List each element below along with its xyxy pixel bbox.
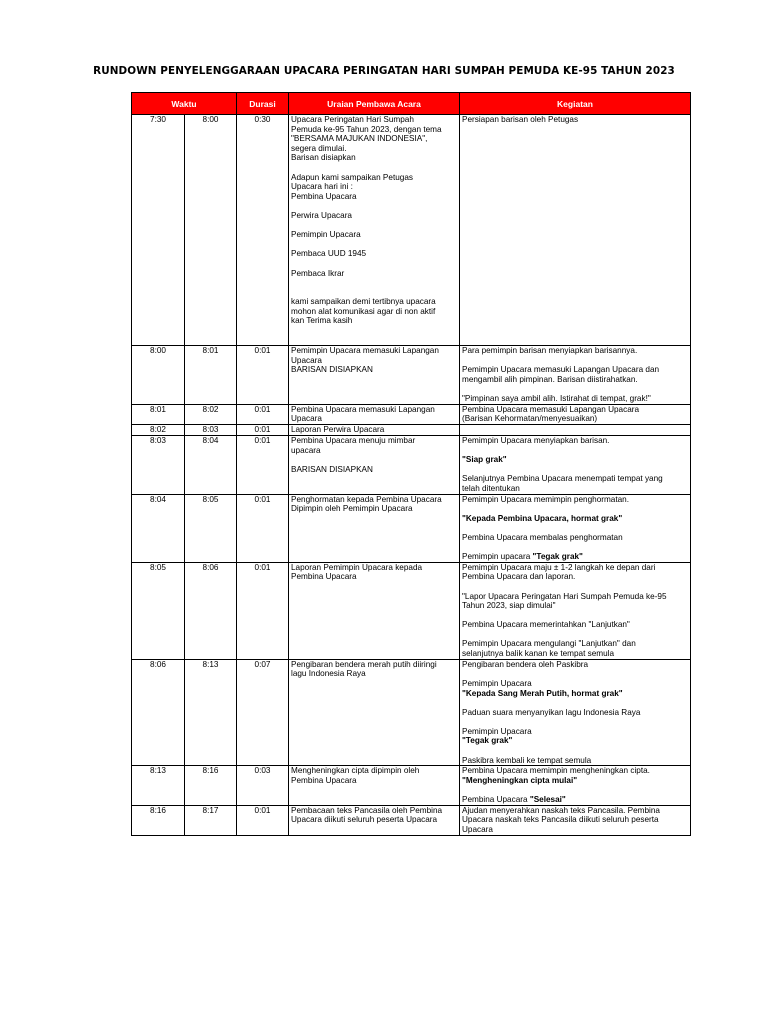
table-body — [132, 115, 691, 836]
cell-kegiatan-line: "Siap grak" — [462, 455, 507, 465]
cell-kegiatan-line: Pembina Upacara memasuki Lapangan Upacara — [462, 404, 640, 414]
table-row — [132, 494, 691, 562]
cell-uraian-line: segera dimulai. — [291, 143, 347, 153]
cell-kegiatan-line: "Lapor Upacara Peringatan Hari Sumpah Pemuda ke-95 — [462, 591, 667, 601]
header-kegiatan: Kegiatan — [460, 93, 691, 115]
cell-end-time: 8:17 — [185, 805, 237, 835]
cell-kegiatan-line: "Kepada Pembina Upacara, hormat grak" — [462, 513, 623, 523]
cell-duration: 0:01 — [237, 494, 289, 562]
table-row — [132, 805, 691, 835]
cell-start-time: 7:30 — [132, 115, 185, 346]
cell-uraian-line — [291, 336, 457, 346]
cell-uraian-line — [291, 240, 457, 250]
cell-uraian — [289, 659, 460, 766]
cell-uraian-line: Barisan disiapkan — [291, 153, 356, 163]
cell-start-time: 8:03 — [132, 436, 185, 495]
cell-kegiatan-line: selanjutnya balik kanan ke tempat semula — [462, 649, 615, 659]
cell-start-time: 8:01 — [132, 404, 185, 424]
cell-start-time: 8:00 — [132, 346, 185, 405]
cell-uraian-line: Laporan Pemimpin Upacara kepada — [291, 562, 423, 572]
document-title: RUNDOWN PENYELENGGARAAN UPACARA PERINGATAN HARI SUMPAH PEMUDA KE-95 TAHUN 2023 — [93, 65, 675, 77]
cell-kegiatan-line — [462, 465, 688, 475]
cell-kegiatan-line — [462, 630, 688, 640]
cell-uraian-line — [291, 326, 457, 336]
cell-kegiatan-line: Pembina Upacara "Selesai" — [462, 795, 566, 805]
cell-kegiatan-line — [462, 611, 688, 621]
table-row — [132, 115, 691, 346]
cell-kegiatan-line: Tahun 2023, siap dimulai" — [462, 601, 556, 611]
cell-kegiatan-line — [462, 504, 688, 514]
cell-kegiatan-line: Upacara naskah teks Pancasila diikuti seluruh peserta — [462, 815, 659, 825]
cell-kegiatan-line: "Tegak grak" — [462, 736, 513, 746]
cell-kegiatan-line — [462, 523, 688, 533]
cell-kegiatan-line: (Barisan Kehormatan/menyesuaikan) — [462, 414, 598, 424]
cell-uraian-line: kan Terima kasih — [291, 316, 353, 326]
cell-uraian-line: Pembina Upacara memasuki Lapangan — [291, 404, 435, 414]
cell-kegiatan-line: Paduan suara menyanyikan lagu Indonesia Raya — [462, 707, 641, 717]
cell-start-time: 8:05 — [132, 562, 185, 659]
cell-kegiatan-line: Pemimpin upacara "Tegak grak" — [462, 552, 583, 562]
cell-uraian-line: Pemuda ke-95 Tahun 2023, dengan tema — [291, 124, 442, 134]
cell-kegiatan-line — [462, 425, 688, 435]
cell-uraian-line: Pembina Upacara menuju mimbar — [291, 436, 416, 445]
cell-kegiatan — [460, 494, 691, 562]
cell-kegiatan — [460, 404, 691, 424]
cell-uraian-line: Mengheningkan cipta dipimpin oleh — [291, 766, 420, 776]
cell-uraian-line: Adapun kami sampaikan Petugas — [291, 172, 413, 182]
cell-start-time: 8:06 — [132, 659, 185, 766]
cell-uraian-line: Pengibaran bendera merah putih diiringi — [291, 659, 437, 669]
cell-start-time: 8:13 — [132, 766, 185, 805]
cell-uraian-line — [291, 288, 457, 298]
cell-uraian — [289, 805, 460, 835]
cell-uraian-line: Pemimpin Upacara — [291, 230, 361, 240]
cell-kegiatan-line: Pemimpin Upacara — [462, 726, 532, 736]
cell-duration: 0:01 — [237, 436, 289, 495]
cell-kegiatan-line: Pembina Upacara membalas penghormatan — [462, 532, 623, 542]
cell-uraian-line: Dipimpin oleh Pemimpin Upacara — [291, 504, 413, 514]
cell-kegiatan-line: telah ditentukan — [462, 483, 520, 493]
header-uraian: Uraian Pembawa Acara — [289, 93, 460, 115]
cell-uraian-line: Upacara Peringatan Hari Sumpah — [291, 115, 414, 124]
cell-kegiatan-line: Persiapan barisan oleh Petugas — [462, 115, 579, 124]
cell-kegiatan — [460, 659, 691, 766]
cell-uraian-line: Pembina Upacara — [291, 775, 357, 785]
header-waktu: Waktu — [132, 93, 237, 115]
cell-uraian-line — [291, 278, 457, 288]
cell-kegiatan-line: "Pimpinan saya ambil alih. Istirahat di tempat, grak!" — [462, 394, 651, 404]
cell-kegiatan — [460, 562, 691, 659]
cell-uraian-line: Penghormatan kepada Pembina Upacara — [291, 494, 442, 504]
cell-kegiatan-line: Pemimpin Upacara menyiapkan barisan. — [462, 436, 610, 445]
cell-end-time: 8:06 — [185, 562, 237, 659]
cell-uraian — [289, 404, 460, 424]
cell-kegiatan-line: Pemimpin Upacara maju ± 1-2 langkah ke depan dari — [462, 562, 656, 572]
cell-duration: 0:01 — [237, 425, 289, 436]
cell-uraian-line: lagu Indonesia Raya — [291, 669, 366, 679]
cell-uraian-line: Laporan Perwira Upacara — [291, 425, 385, 434]
cell-kegiatan — [460, 766, 691, 805]
cell-uraian-line: Pembina Upacara — [291, 572, 357, 582]
cell-kegiatan-line — [462, 446, 688, 456]
cell-kegiatan-line — [462, 746, 688, 756]
cell-uraian — [289, 494, 460, 562]
cell-kegiatan-line: "Mengheningkan cipta mulai" — [462, 775, 578, 785]
cell-uraian-line — [291, 201, 457, 211]
cell-end-time: 8:16 — [185, 766, 237, 805]
cell-end-time: 8:05 — [185, 494, 237, 562]
table-row — [132, 436, 691, 495]
cell-kegiatan-line: Para pemimpin barisan menyiapkan barisannya. — [462, 346, 638, 356]
cell-kegiatan-line — [462, 356, 688, 366]
cell-kegiatan-line: Pemimpin Upacara mengulangi "Lanjutkan" dan — [462, 639, 636, 649]
cell-duration: 0:01 — [237, 805, 289, 835]
cell-uraian-line: Perwira Upacara — [291, 210, 352, 220]
cell-duration: 0:07 — [237, 659, 289, 766]
cell-kegiatan-line: "Kepada Sang Merah Putih, hormat grak" — [462, 688, 623, 698]
cell-uraian-line: Upacara diikuti seluruh peserta Upacara — [291, 815, 438, 825]
cell-kegiatan-line: Pembina Upacara memimpin mengheningkan cipta. — [462, 766, 650, 776]
cell-uraian-line — [291, 163, 457, 173]
cell-start-time: 8:16 — [132, 805, 185, 835]
table-row — [132, 346, 691, 405]
cell-uraian-line: Pembina Upacara — [291, 191, 357, 201]
cell-uraian-line — [291, 259, 457, 269]
cell-uraian-line: kami sampaikan demi tertibnya upacara — [291, 297, 436, 307]
cell-start-time: 8:02 — [132, 425, 185, 436]
cell-duration: 0:01 — [237, 562, 289, 659]
cell-end-time: 8:03 — [185, 425, 237, 436]
cell-kegiatan-line — [462, 385, 688, 395]
cell-uraian-line: mohon alat komunikasi agar di non aktif — [291, 306, 436, 316]
cell-kegiatan-line: Ajudan menyerahkan naskah teks Pancasila. Pembina — [462, 805, 660, 815]
cell-uraian-line — [291, 221, 457, 231]
cell-end-time: 8:13 — [185, 659, 237, 766]
cell-uraian — [289, 766, 460, 805]
cell-kegiatan-line — [462, 698, 688, 708]
cell-kegiatan-line: Selanjutnya Pembina Upacara menempati tempat yang — [462, 474, 663, 484]
cell-uraian-line: Pemimpin Upacara memasuki Lapangan — [291, 346, 439, 356]
cell-end-time: 8:04 — [185, 436, 237, 495]
cell-kegiatan — [460, 436, 691, 495]
cell-uraian-line: upacara — [291, 445, 321, 455]
cell-kegiatan-line: Pembina Upacara dan laporan. — [462, 572, 576, 582]
cell-uraian — [289, 562, 460, 659]
cell-uraian — [289, 436, 460, 495]
cell-kegiatan-line — [462, 543, 688, 553]
cell-uraian-line — [291, 455, 457, 465]
table-row — [132, 404, 691, 424]
rundown-table — [131, 92, 691, 836]
table-header-row — [132, 93, 691, 115]
cell-uraian-line: Upacara — [291, 414, 322, 424]
cell-kegiatan-line: Pemimpin Upacara — [462, 678, 532, 688]
cell-uraian-line: Pembaca UUD 1945 — [291, 249, 367, 259]
cell-kegiatan-line: Pembina Upacara memerintahkan "Lanjutkan" — [462, 620, 630, 630]
cell-kegiatan — [460, 346, 691, 405]
cell-kegiatan-line — [462, 669, 688, 679]
cell-kegiatan-line — [462, 785, 688, 795]
cell-kegiatan-line: Pengibaran bendera oleh Paskibra — [462, 659, 589, 669]
cell-kegiatan-line: mengambil alih pimpinan. Barisan diistirahatkan. — [462, 375, 638, 385]
cell-uraian-line: BARISAN DISIAPKAN — [291, 464, 373, 474]
cell-kegiatan — [460, 115, 691, 346]
cell-kegiatan-line: Pemimpin Upacara memasuki Lapangan Upacara dan — [462, 365, 660, 375]
table-row — [132, 562, 691, 659]
cell-duration: 0:30 — [237, 115, 289, 346]
cell-kegiatan-line — [462, 717, 688, 727]
table-row — [132, 766, 691, 805]
cell-end-time: 8:00 — [185, 115, 237, 346]
cell-kegiatan-line: Upacara — [462, 824, 493, 834]
cell-duration: 0:03 — [237, 766, 289, 805]
table-row — [132, 425, 691, 436]
cell-uraian-line: BARISAN DISIAPKAN — [291, 365, 373, 375]
cell-uraian — [289, 115, 460, 346]
cell-kegiatan-line: Paskibra kembali ke tempat semula — [462, 755, 592, 765]
header-durasi: Durasi — [237, 93, 289, 115]
cell-uraian-line: Pembacaan teks Pancasila oleh Pembina — [291, 805, 443, 815]
cell-uraian — [289, 425, 460, 436]
cell-end-time: 8:01 — [185, 346, 237, 405]
cell-duration: 0:01 — [237, 404, 289, 424]
cell-uraian-line: Upacara — [291, 355, 322, 365]
cell-kegiatan-line: Pemimpin Upacara memimpin penghormatan. — [462, 494, 630, 504]
cell-uraian-line: Upacara hari ini : — [291, 182, 353, 192]
cell-kegiatan — [460, 805, 691, 835]
cell-kegiatan — [460, 425, 691, 436]
cell-kegiatan-line — [462, 582, 688, 592]
cell-uraian-line: "BERSAMA MAJUKAN INDONESIA", — [291, 134, 428, 144]
cell-duration: 0:01 — [237, 346, 289, 405]
cell-uraian — [289, 346, 460, 405]
cell-uraian-line: Pembaca Ikrar — [291, 268, 345, 278]
cell-end-time: 8:02 — [185, 404, 237, 424]
table-row — [132, 659, 691, 766]
cell-start-time: 8:04 — [132, 494, 185, 562]
